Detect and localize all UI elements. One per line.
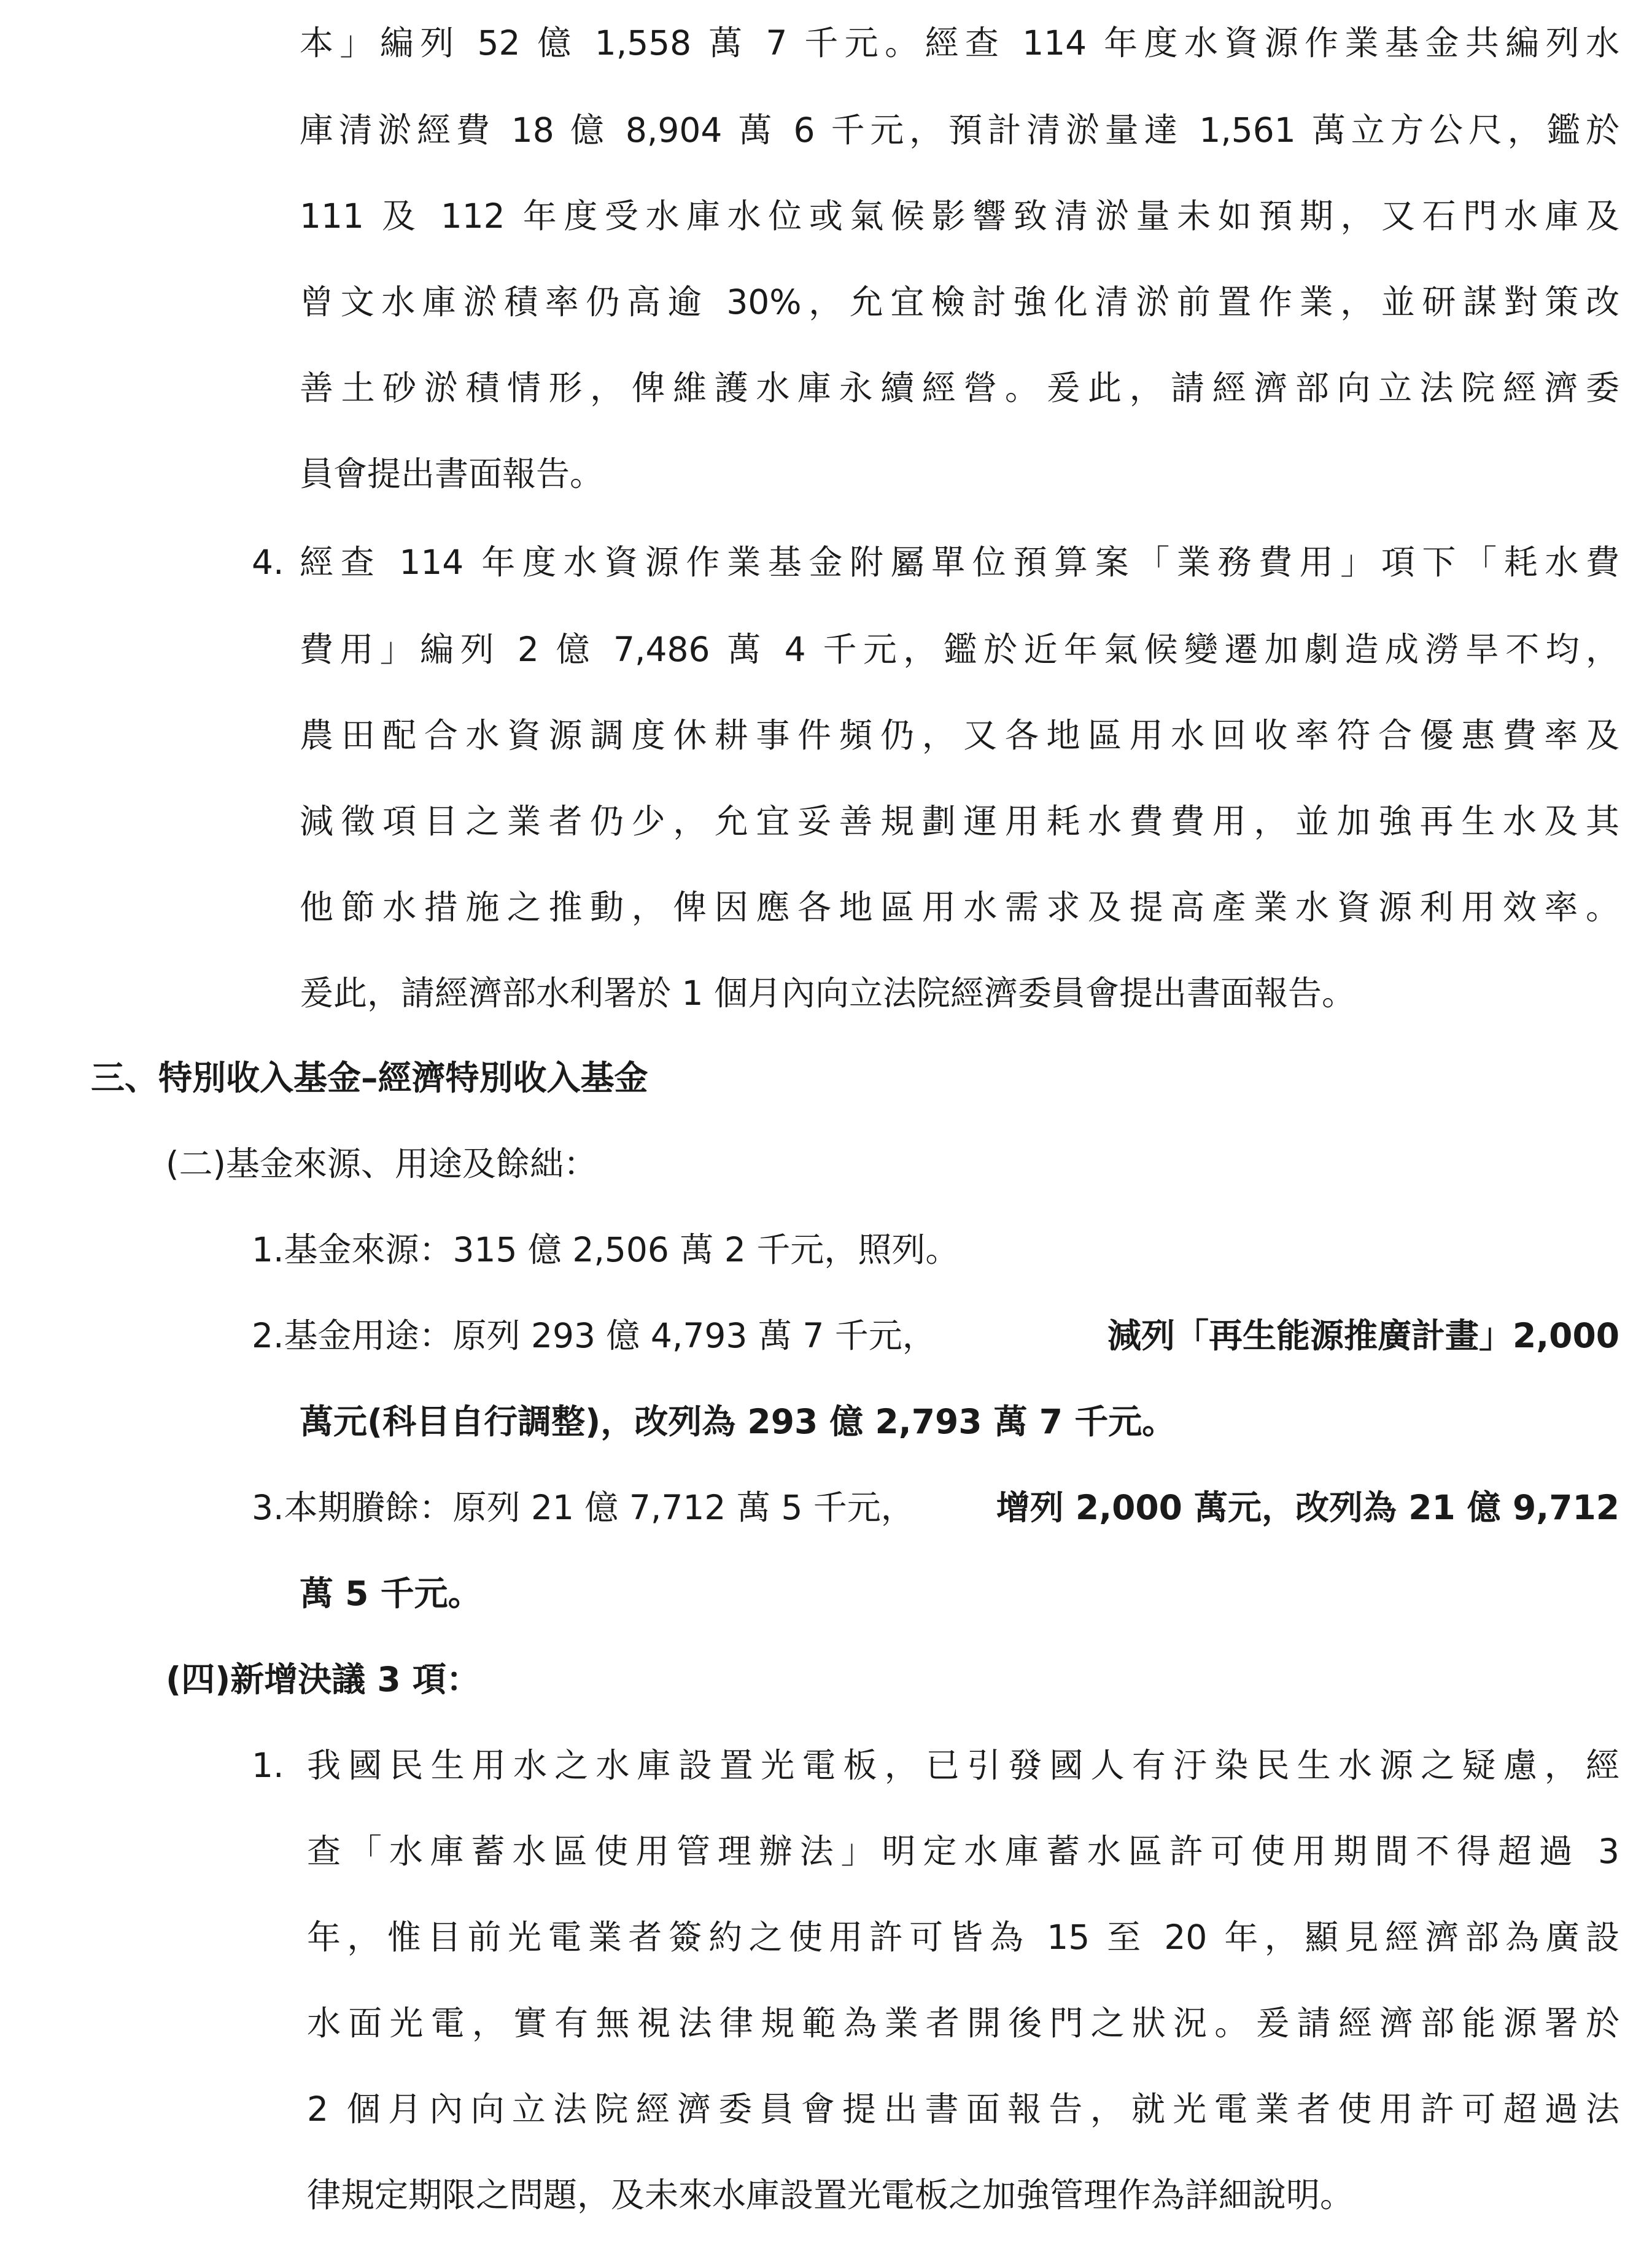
item4-number: 4. bbox=[252, 543, 284, 582]
resolutions-heading: (四)新增決議 3 項： bbox=[166, 1660, 480, 1699]
item3-line-2: 庫清淤經費 18 億 8,904 萬 6 千元，預計清淤量達 1,561 萬立方公尺，鑑於 bbox=[300, 110, 1619, 150]
surplus-original: 3.本期賸餘：原列 21 億 7,712 萬 5 千元， bbox=[252, 1488, 915, 1527]
item4-line-3: 農田配合水資源調度休耕事件頻仍，又各地區用水回收率符合優惠費率及 bbox=[300, 716, 1619, 755]
fund-source-line: 1.基金來源：315 億 2,506 萬 2 千元，照列。 bbox=[252, 1230, 960, 1269]
item4-line-4: 減徵項目之業者仍少，允宜妥善規劃運用耗水費費用，並加強再生水及其 bbox=[300, 802, 1619, 841]
item4-line-2: 費用」編列 2 億 7,486 萬 4 千元，鑑於近年氣候變遷加劇造成澇旱不均， bbox=[300, 630, 1619, 669]
resolution-1-line-5: 2 個月內向立法院經濟委員會提出書面報告，就光電業者使用許可超過法 bbox=[307, 2089, 1619, 2129]
resolution-1-number: 1. bbox=[252, 1746, 284, 1785]
section-heading: 三、特別收入基金–經濟特別收入基金 bbox=[91, 1058, 648, 1098]
surplus-line-1 bbox=[252, 1483, 1619, 1532]
item3-line-4: 曾文水庫淤積率仍高逾 30%，允宜檢討強化清淤前置作業，並研謀對策改 bbox=[300, 282, 1619, 322]
surplus-increase: 增列 2,000 萬元，改列為 21 億 9,712 bbox=[996, 1488, 1619, 1527]
item3-line-5: 善土砂淤積情形，俾維護水庫永續經營。爰此，請經濟部向立法院經濟委 bbox=[300, 368, 1619, 408]
fund-use-line-2: 萬元(科目自行調整)，改列為 293 億 2,793 萬 7 千元。 bbox=[300, 1402, 1176, 1441]
item4-line-1: 經查 114 年度水資源作業基金附屬單位預算案「業務費用」項下「耗水費 bbox=[300, 543, 1619, 582]
subsection-heading: (二)基金來源、用途及餘絀： bbox=[166, 1144, 597, 1183]
resolution-1-line-6: 律規定期限之問題，及未來水庫設置光電板之加強管理作為詳細說明。 bbox=[307, 2175, 1354, 2215]
resolution-1-line-1: 我國民生用水之水庫設置光電板，已引發國人有汙染民生水源之疑慮，經 bbox=[307, 1746, 1619, 1785]
resolution-1-line-3: 年，惟目前光電業者簽約之使用許可皆為 15 至 20 年，顯見經濟部為廣設 bbox=[307, 1918, 1619, 1957]
resolution-1-line-4: 水面光電，實有無視法律規範為業者開後門之狀況。爰請經濟部能源署於 bbox=[307, 2004, 1619, 2043]
fund-use-reduction: 減列「再生能源推廣計畫」2,000 bbox=[1107, 1316, 1619, 1355]
item4-line-5: 他節水措施之推動，俾因應各地區用水需求及提高產業水資源利用效率。 bbox=[300, 888, 1619, 927]
resolution-1-line-2: 查「水庫蓄水區使用管理辦法」明定水庫蓄水區許可使用期間不得超過 3 bbox=[307, 1832, 1619, 1871]
item3-line-3: 111 及 112 年度受水庫水位或氣候影響致清淤量未如預期，又石門水庫及 bbox=[300, 196, 1619, 236]
fund-use-line-1 bbox=[252, 1311, 1619, 1360]
surplus-line-2: 萬 5 千元。 bbox=[300, 1574, 482, 1613]
item3-line-1: 本」編列 52 億 1,558 萬 7 千元。經查 114 年度水資源作業基金共編列水 bbox=[300, 23, 1619, 63]
item4-line-6: 爰此，請經濟部水利署於 1 個月內向立法院經濟委員會提出書面報告。 bbox=[300, 974, 1355, 1013]
fund-use-original: 2.基金用途：原列 293 億 4,793 萬 7 千元， bbox=[252, 1316, 936, 1355]
item3-line-6: 員會提出書面報告。 bbox=[300, 454, 604, 494]
